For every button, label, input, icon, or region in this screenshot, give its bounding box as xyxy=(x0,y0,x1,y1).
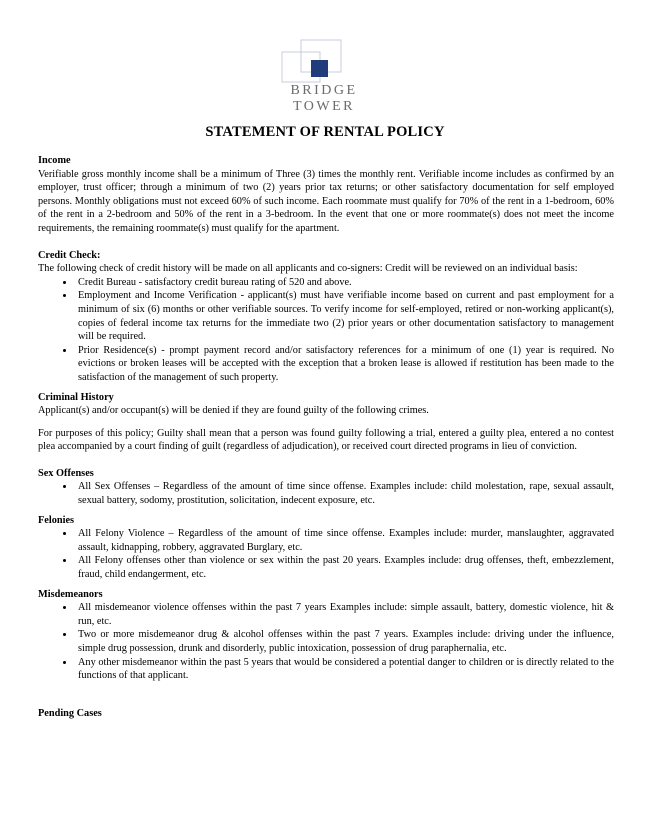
income-text: Verifiable gross monthly income shall be a minimum of Three (3) times the monthly rent. Verifiable income includes as confirmed by an employer, trust officer; through a minimum of two (2) years prior tax returns; or other satisfactory documentation for self employed persons. Monthly obligations must not exceed 60% of such income. Each roommate must qualify for 70% of the rent in a 1-bedroom, 60% of the rent in a 2-bedroom and 50% of the rent in a 3-bedroom. In the event that one or more roommate(s) does not meet the income requirements, the remaining roommate(s) must qualify for the apartment. xyxy=(38,168,614,234)
list-item: • Prior Residence(s) - prompt payment record and/or satisfactory references for a minimum of one (1) year is required. No evictions or broken leases will be accepted with the exception that a broken lease is allowed if restitution has been made to the satisfaction of the management of such property. xyxy=(75,344,614,385)
credit-heading: Credit Check: xyxy=(38,249,101,261)
page-title: STATEMENT OF RENTAL POLICY xyxy=(205,124,445,140)
income-heading: Income xyxy=(38,155,71,166)
list-item: • All Sex Offenses – Regardless of the amount of time since offense. Examples include: child molestation, rape, sexual assault, sexual battery, sodomy, prostitution, solicitation, indecent exposure, etc. xyxy=(75,480,614,507)
criminal-text-1: Applicant(s) and/or occupant(s) will be denied if they are found guilty of the following crimes. xyxy=(38,405,429,417)
policy-content xyxy=(38,154,614,720)
income-section xyxy=(38,154,614,236)
logo-line-2: TOWER xyxy=(292,99,355,114)
misdemeanors-section xyxy=(38,588,614,683)
sex-offenses-list xyxy=(38,480,614,507)
credit-list xyxy=(38,276,614,385)
felonies-list xyxy=(38,527,614,581)
misdemeanors-heading: Misdemeanors xyxy=(38,588,103,600)
criminal-section xyxy=(38,391,614,454)
pending-section xyxy=(38,707,614,721)
felonies-section xyxy=(38,514,614,582)
list-item: • Any other misdemeanor within the past 5 years that would be considered a potential danger to children or is directly related to the functions of that applicant. xyxy=(75,656,614,683)
list-item: • All Felony Violence – Regardless of the amount of time since offense. Examples include: murder, manslaughter, aggravated assault, kidnapping, robbery, aggravated Burglary, etc. xyxy=(75,527,614,554)
pending-heading: Pending Cases xyxy=(38,707,102,719)
sex-offenses-section xyxy=(38,467,614,508)
misdemeanors-list xyxy=(38,601,614,683)
list-item: • All Felony offenses other than violence or sex within the past 20 years. Examples include: drug offenses, theft, embezzlement, fraud, child endangerment, etc. xyxy=(75,554,614,581)
list-item: • All misdemeanor violence offenses within the past 7 years Examples include: simple assault, battery, domestic violence, hit & run, etc. xyxy=(75,601,614,628)
list-item: • Credit Bureau - satisfactory credit bureau rating of 520 and above. xyxy=(75,276,614,290)
criminal-heading: Criminal History xyxy=(38,391,114,403)
felonies-heading: Felonies xyxy=(38,514,75,526)
list-item: • Employment and Income Verification - applicant(s) must have verifiable income based on current and past employment for a minimum of six (6) months or other verifiable sources. To verify income for self-employed, retired or non-working applicant(s), copies of federal income tax returns for the immediate two (2) prior years or other documentation satisfactory to management will be required. xyxy=(75,289,614,343)
credit-text: The following check of credit history will be made on all applicants and co-signers: Credit will be reviewed on an individual basis: xyxy=(38,263,578,275)
list-item: • Two or more misdemeanor drug & alcohol offenses within the past 7 years. Examples include: driving under the influence, simple drug possession, drunk and disorderly, public intoxication, possession of drug paraphernalia, etc. xyxy=(75,628,614,655)
logo-line-1: BRIDGE xyxy=(290,83,358,98)
criminal-text-2: For purposes of this policy; Guilty shall mean that a person was found guilty following a trial, entered a guilty plea, entered a no contest plea accompanied by a court finding of guilt (regardless of adjudication), or received court directed programs in lieu of conviction. xyxy=(38,427,614,453)
credit-section xyxy=(38,249,614,385)
bridge-tower-logo xyxy=(279,39,369,119)
sex-offenses-heading: Sex Offenses xyxy=(38,467,94,479)
